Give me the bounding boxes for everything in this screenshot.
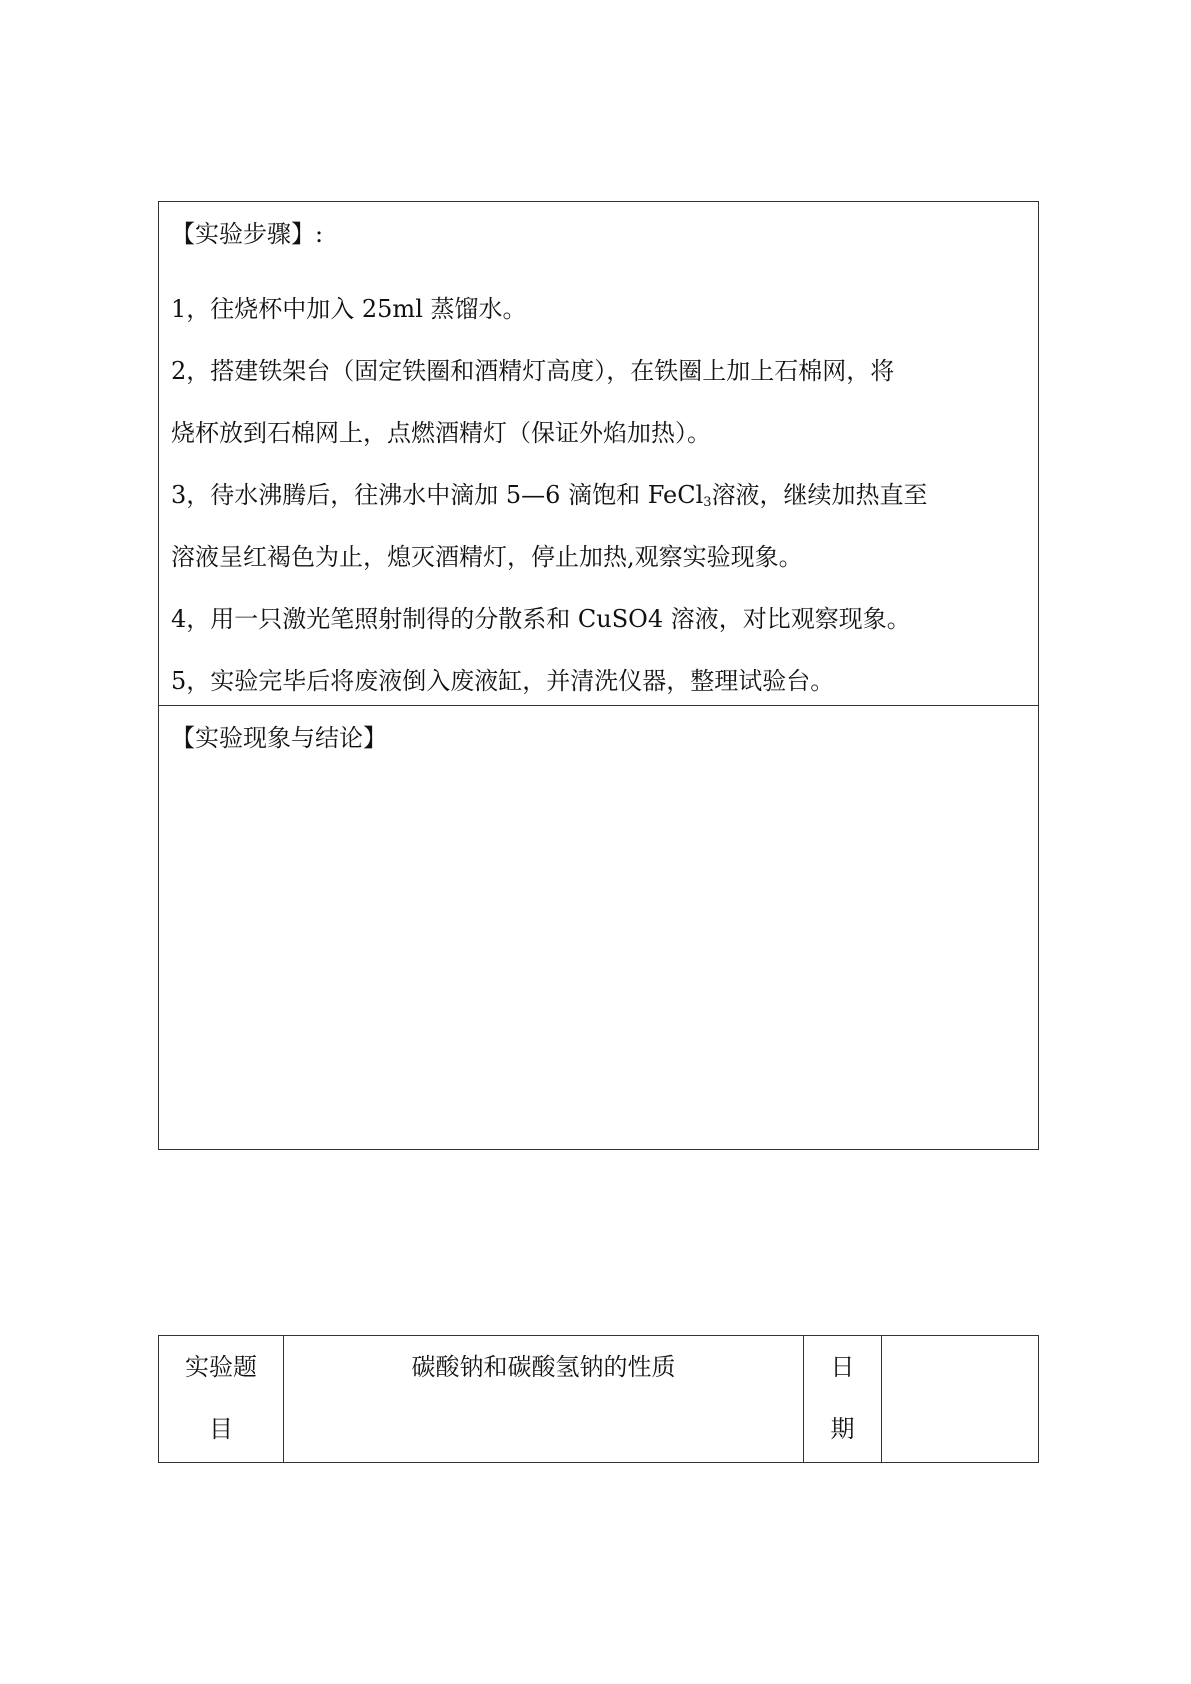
step-3-subscript: 3 bbox=[703, 495, 712, 510]
procedure-cell bbox=[159, 202, 1038, 706]
title-label-cell bbox=[159, 1336, 284, 1462]
step-2-line-1: 2，搭建铁架台（固定铁圈和酒精灯高度），在铁圈上加上石棉网，将 bbox=[171, 357, 895, 385]
date-label-cell bbox=[804, 1336, 882, 1462]
step-5: 5，实验完毕后将废液倒入废液缸，并清洗仪器，整理试验台。 bbox=[171, 667, 835, 695]
result-heading: 【实验现象与结论】 bbox=[171, 724, 387, 752]
experiment-title: 碳酸钠和碳酸氢钠的性质 bbox=[411, 1353, 676, 1381]
result-cell bbox=[159, 706, 1038, 1149]
date-label-line-1: 日 bbox=[830, 1353, 855, 1381]
title-value-cell bbox=[284, 1336, 804, 1462]
date-label-line-2: 期 bbox=[830, 1415, 855, 1443]
step-4: 4，用一只激光笔照射制得的分散系和 CuSO4 溶液，对比观察现象。 bbox=[171, 605, 911, 633]
title-label-line-1: 实验题 bbox=[185, 1353, 257, 1381]
step-1: 1，往烧杯中加入 25ml 蒸馏水。 bbox=[171, 295, 527, 323]
procedure-table bbox=[158, 201, 1039, 1150]
experiment-title-table bbox=[158, 1335, 1039, 1463]
step-3-line-2: 溶液呈红褐色为止，熄灭酒精灯，停止加热,观察实验现象。 bbox=[171, 543, 803, 571]
step-3-text-b: 溶液，继续加热直至 bbox=[711, 481, 928, 509]
date-value bbox=[882, 1336, 1038, 1398]
title-label-line-2: 目 bbox=[209, 1415, 233, 1443]
date-value-cell[interactable] bbox=[882, 1336, 1038, 1462]
step-2-line-2: 烧杯放到石棉网上，点燃酒精灯（保证外焰加热）。 bbox=[171, 419, 711, 447]
step-3-line-1 bbox=[171, 464, 1026, 526]
procedure-heading: 【实验步骤】: bbox=[171, 220, 324, 248]
step-3-text-a: 3，待水沸腾后，往沸水中滴加 5—6 滴饱和 FeCl bbox=[171, 481, 704, 509]
